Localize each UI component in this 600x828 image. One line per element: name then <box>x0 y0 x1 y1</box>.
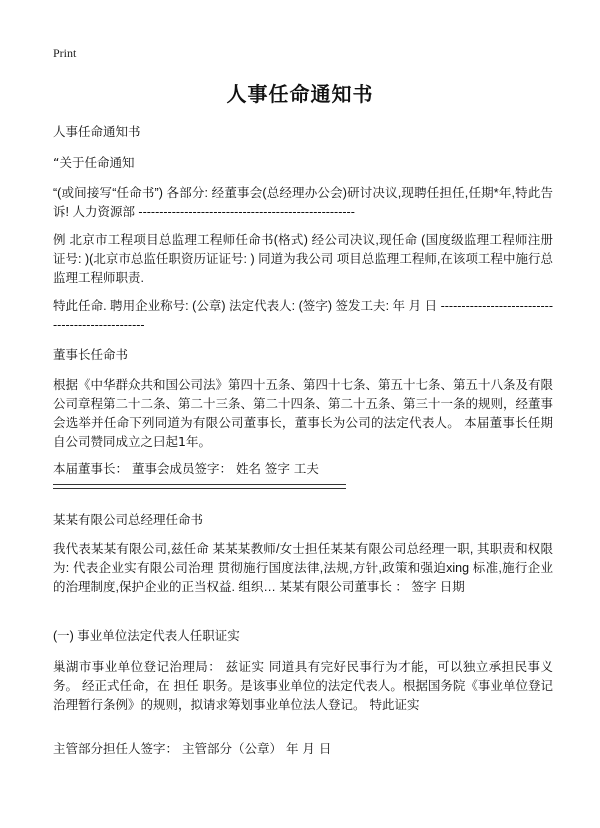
institution-signature-line: 主管部分担任人签字： 主管部分（公章） 年 月 日 <box>53 741 332 756</box>
institution-certificate-body: 巢湖市事业单位登记治理局： 兹证实 同道具有完好民事行为才能，可以独立承担民事义务。 经正式任命，在 担任 职务。是该事业单位的法定代表人。根据国务院《事业单位登记治理暂行条例》的规则，拟请求筹划事业单位法人登记。 特此证实 <box>53 659 553 712</box>
print-link[interactable]: Print <box>53 46 77 60</box>
chairman-section-heading: 董事长任命书 <box>53 347 129 362</box>
divider-bottom <box>53 488 346 489</box>
subtitle-line: 人事任命通知书 <box>53 124 141 139</box>
divider-top <box>53 484 346 485</box>
appointment-signature-line: 特此任命. 聘用企业称号: (公章) 法定代表人: (签字) 签发工夫: 年 月 日 ------------------------------------------------- <box>53 299 553 332</box>
chairman-appointment-body: 根据《中华群众共和国公司法》第四十五条、第四十七条、第五十七条、第五十八条及有限公司章程第二十二条、第二十三条、第二十四条、第二十五条、第三十一条的规则，经董事会选举并任命下列同道为有限公司董事长，董事长为公司的法定代表人。 本届董事长任期自公司赞同成立之曰起1年。 <box>53 377 554 449</box>
institution-section-heading: (一) 事业单位法定代表人任职证实 <box>53 629 240 643</box>
gm-appointment-body: 我代表某某有限公司,兹任命 某某某教师/女士担任某某有限公司总经理一职, 其职责和权限为: 代表企业实有限公司治理 贯彻施行国度法律,法规,方针,政策和强迫xing 标准,施行企业的治理制度,保护企业的正当权益. 组织… 某某有限公司董事长 ： 签字 日期 <box>53 542 553 594</box>
page-title: 人事任命通知书 <box>226 82 374 106</box>
engineer-appointment-example: 例 北京市工程项目总监理工程师任命书(格式) 经公司决议,现任命 (国度级监理工程师注册证号: )(北京市总监任职资历证证号: ) 同道为我公司 项目总监理工程师,在该项工程中施行总监理工程师职责. <box>53 233 553 285</box>
chairman-signature-line: 本届董事长： 董事会成员签字： 姓名 签字 工夫 <box>53 461 319 476</box>
gm-section-heading: 某某有限公司总经理任命书 <box>53 513 204 527</box>
notice-heading: “关于任命通知 <box>53 155 135 170</box>
notice-body: “(或间接写“任命书”) 各部分: 经董事会(总经理办公会)研讨决议,现聘任担任,任期*年,特此告诉! 人力资源部 ---------------------------------------------------- <box>53 186 553 219</box>
